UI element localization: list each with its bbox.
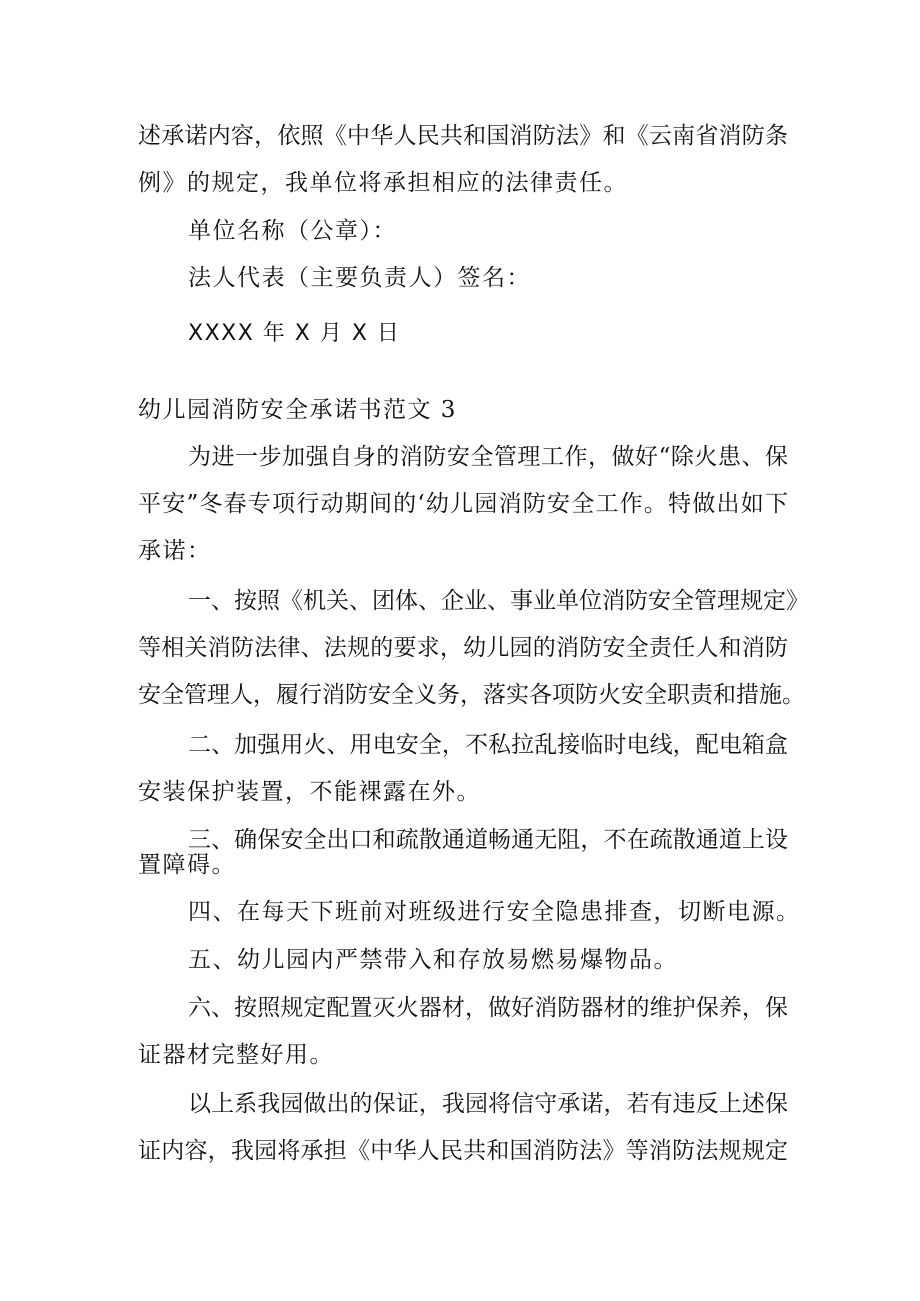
text-line: 二、加强用火、用电安全，不私拉乱接临时电线，配电箱盒	[188, 732, 788, 758]
text-line: 证内容，我园将承担《中华人民共和国消防法》等消防法规规定	[138, 1138, 788, 1164]
text-line: 以上系我园做出的保证，我园将信守承诺，若有违反上述保	[188, 1091, 788, 1117]
text-line: 述承诺内容，依照《中华人民共和国消防法》和《云南省消防条	[138, 123, 788, 149]
text-line: 四、在每天下班前对班级进行安全隐患排查，切断电源。	[188, 899, 801, 925]
text-line: 证器材完整好用。	[138, 1042, 334, 1068]
unit-name-label: 单位名称（公章）：	[188, 218, 397, 244]
text-line: 置障碍。	[138, 852, 236, 878]
text-line: 安全管理人，履行消防安全义务，落实各项防火安全职责和措施。	[138, 682, 805, 708]
signature-label: 法人代表（主要负责人）签名：	[188, 265, 531, 291]
text-line: 六、按照规定配置灭火器材，做好消防器材的维护保养，保	[188, 995, 788, 1021]
date-line: XXXX 年 X 月 X 日	[188, 321, 401, 346]
text-line: 为进一步加强自身的消防安全管理工作，做好“除火患、保	[188, 444, 788, 470]
text-line: 三、确保安全出口和疏散通道畅通无阻，不在疏散通道上设	[188, 827, 788, 853]
text-line: 例》的规定，我单位将承担相应的法律责任。	[138, 170, 628, 196]
text-line: 等相关消防法律、法规的要求，幼儿园的消防安全责任人和消防	[138, 635, 788, 661]
section-title: 幼儿园消防安全承诺书范文 3	[138, 397, 457, 423]
text-line: 平安”冬春专项行动期间的‘幼儿园消防安全工作。特做出如下	[138, 491, 788, 517]
text-line: 一、按照《机关、团体、企业、事业单位消防安全管理规定》	[188, 588, 809, 614]
text-line: 安装保护装置，不能裸露在外。	[138, 779, 481, 805]
text-line: 五、幼儿园内严禁带入和存放易燃易爆物品。	[188, 947, 678, 973]
text-line: 承诺：	[138, 538, 212, 564]
